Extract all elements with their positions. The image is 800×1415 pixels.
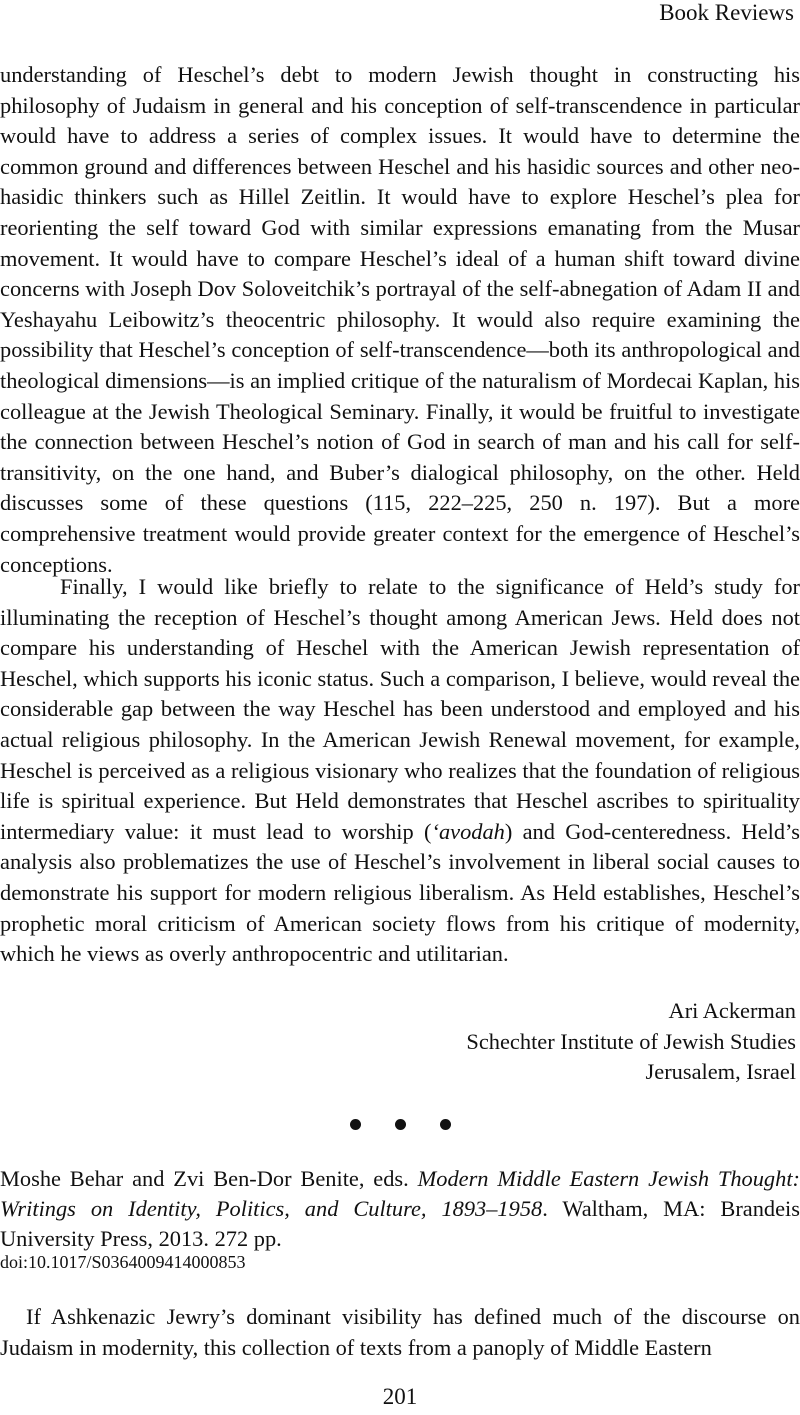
review-2-opening: If Ashkenazic Jewry’s dominant visibility has defined much of the discourse on Judaism in modernity, this collection of texts from a panoply of Middle Eastern <box>0 1304 800 1360</box>
reviewer-signature <box>466 996 796 1088</box>
reviewer-location: Jerusalem, Israel <box>645 1059 796 1085</box>
paragraph-2-text-a: Finally, I would like briefly to relate to the significance of Held’s study for illuminating the reception of Heschel’s thought among American Jews. Held does not compare his understanding of Heschel with the American Jewish representation of Heschel, which supports his iconic status. Such a comparison, I believe, would reveal the considerable gap between the way Heschel has been understood and employed and his actual religious philosophy. In the American Jewish Renewal movement, for example, Heschel is perceived as a religious visionary who realizes that the foundation of religious life is spiritual experience. But Held demonstrates that Heschel ascribes to spirituality intermediary value: it must lead to worship ( <box>0 574 800 844</box>
reviewer-name: Ari Ackerman <box>668 998 796 1023</box>
citation-editors: Moshe Behar and Zvi Ben-Dor Benite, eds. <box>0 1166 418 1191</box>
section-separator <box>0 1110 800 1136</box>
paragraph-2-text-b: ) and God-centeredness. Held’s analysis also problematizes the use of Heschel’s involvement in liberal social causes to demonstrate his support for modern religious liberalism. As Held establishes, Heschel’s prophetic moral criticism of American society flows from his critique of modernity, which he views as overly anthropocentric and utilitarian. <box>0 818 800 967</box>
separator-dot <box>395 1119 406 1130</box>
avodah-term: ‘avodah <box>431 818 505 844</box>
page-number: 201 <box>382 1384 418 1409</box>
citation-book-title: Modern Middle Eastern Jewish Thought: Writings on Identity, Politics, and Culture, 1893–1958 <box>0 1166 800 1221</box>
citation-publication: . Waltham, MA: Brandeis University Press, 2013. 272 pp. <box>0 1196 800 1251</box>
reviewer-institution: Schechter Institute of Jewish Studies <box>466 1028 796 1054</box>
separator-dot <box>350 1119 361 1130</box>
running-head: Book Reviews <box>659 0 794 25</box>
review-paragraph-2 <box>0 572 800 970</box>
doi-link[interactable]: doi:10.1017/S0364009414000853 <box>0 1252 246 1272</box>
separator-dot <box>440 1119 451 1130</box>
review-paragraph-1: understanding of Heschel’s debt to modern Jewish thought in constructing his philosophy of Judaism in general and his conception of self-transcendence in particular would have to address a series of complex issues. It would have to determine the common ground and differences between Heschel and his hasidic sources and other neo-hasidic thinkers such as Hillel Zeitlin. It would have to explore Heschel’s plea for reorienting the self toward God with similar expressions emanating from the Musar movement. It would have to compare Heschel’s ideal of a human shift toward divine concerns with Joseph Dov Soloveitchik’s portrayal of the self-abnegation of Adam II and Yeshayahu Leibowitz’s theocentric philosophy. It would also require examining the possibility that Heschel’s conception of self-transcendence—both its anthropological and theological dimensions—is an implied critique of the naturalism of Mordecai Kaplan, his colleague at the Jewish Theological Seminary. Finally, it would be fruitful to investigate the connection between Heschel’s notion of God in search of man and his call for self-transitivity, on the one hand, and Buber’s dialogical philosophy, on the other. Held discusses some of these questions (115, 222–225, 250 n. 197). But a more comprehensive treatment would provide greater context for the emergence of Heschel’s conceptions. <box>0 62 800 577</box>
book-citation <box>0 1164 800 1254</box>
